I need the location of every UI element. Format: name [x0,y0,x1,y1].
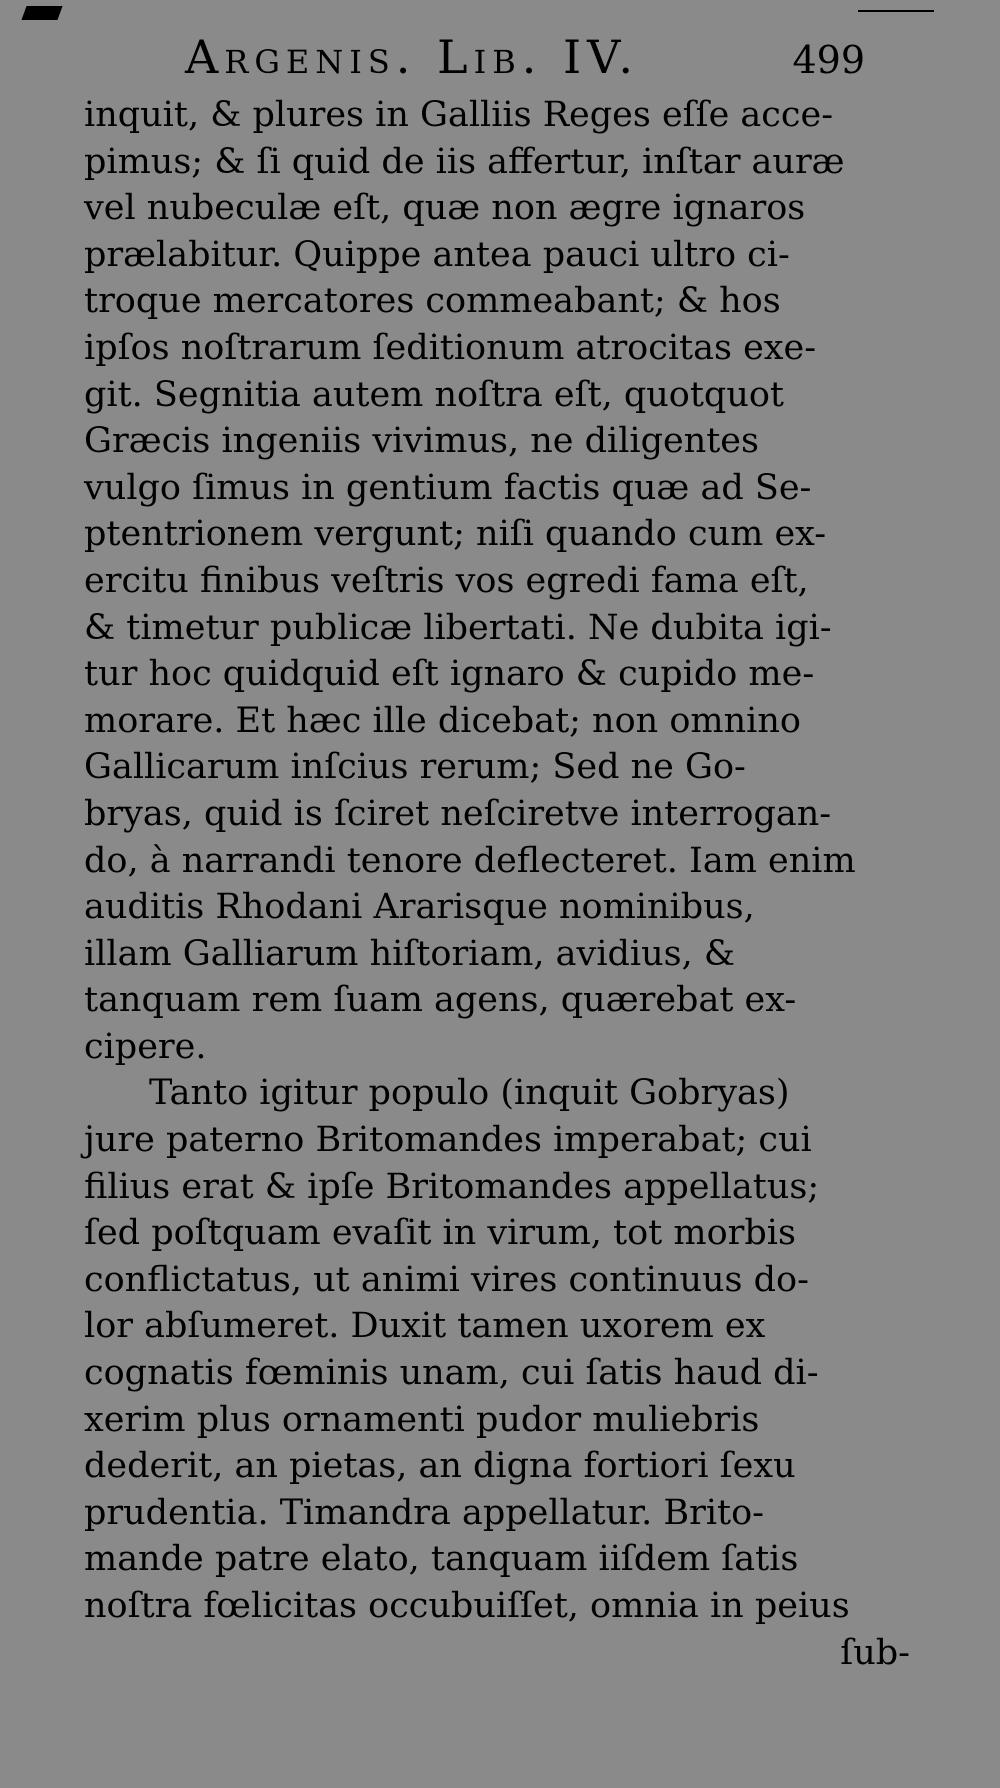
text-line: jure paterno Britomandes imperabat; cui [84,1120,812,1161]
text-line: noſtra fœlicitas occubuiſſet, omnia in peius [84,1586,850,1626]
text-line: inquit, & plures in Galliis Reges eſſe acce- [84,95,834,135]
text-line: ipſos noſtrarum ſeditionum atrocitas exe- [84,327,817,368]
text-line: cognatis fœminis unam, cui ſatis haud di- [84,1353,819,1394]
text-line: mande patre elato, tanquam iiſdem ſatis [84,1539,799,1580]
paragraph-first-line: Tanto igitur populo (inquit Gobryas) [149,1073,790,1114]
text-line: Gallicarum inſcius rerum; Sed ne Go- [84,747,746,788]
text-line: bryas, quid is ſciret neſciretve interrogan- [84,793,832,834]
text-line: ptentrionem vergunt; niſi quando cum ex- [84,514,827,555]
text-line: filius erat & ipſe Britomandes appellatus; [84,1166,820,1207]
text-line: git. Segnitia autem noſtra eſt, quotquot [84,374,784,415]
text-line: xerim plus ornamenti pudor muliebris [84,1399,760,1440]
text-line: illam Galliarum hiſtoriam, avidius, & [84,933,736,974]
running-title: Argenis. Lib. IV. [185,30,639,84]
catchword: ſub- [840,1632,910,1673]
text-line: prælabitur. Quippe antea pauci ultro ci- [84,234,790,275]
text-line: dederit, an pietas, an digna fortiori ſexu [84,1446,796,1487]
top-rule-line [858,10,934,12]
text-line: troque mercatores commeabant; & hos [84,281,781,322]
text-line: vulgo ſimus in gentium factis quæ ad Se- [84,467,812,508]
body-text [84,92,914,1676]
text-line: do, à narrandi tenore deflecteret. Iam enim [84,840,856,881]
text-line: tur hoc quidquid eſt ignaro & cupido me- [84,654,815,695]
text-line: Græcis ingeniis vivimus, ne diligentes [84,421,759,462]
text-line: morare. Et hæc ille dicebat; non omnino [84,700,801,741]
text-line: & timetur publicæ libertati. Ne dubita igi- [84,607,832,648]
text-line: pimus; & ſi quid de iis affertur, inſtar auræ [84,141,845,182]
ink-blot-mark [21,6,62,20]
text-line: auditis Rhodani Ararisque nominibus, [84,887,755,928]
text-line: ercitu finibus veſtris vos egredi fama eſt, [84,560,809,601]
running-head [185,30,875,90]
text-line: cipere. [84,1026,207,1067]
text-line: conflictatus, ut animi vires continuus do- [84,1259,809,1300]
text-line: prudentia. Timandra appellatur. Brito- [84,1492,764,1533]
text-line: ſed poſtquam evaſit in virum, tot morbis [84,1213,796,1254]
text-line: lor abſumeret. Duxit tamen uxorem ex [84,1306,766,1347]
text-line: tanquam rem ſuam agens, quærebat ex- [84,980,797,1021]
page-number: 499 [792,38,865,82]
text-line: vel nubeculæ eſt, quæ non ægre ignaros [84,188,806,229]
